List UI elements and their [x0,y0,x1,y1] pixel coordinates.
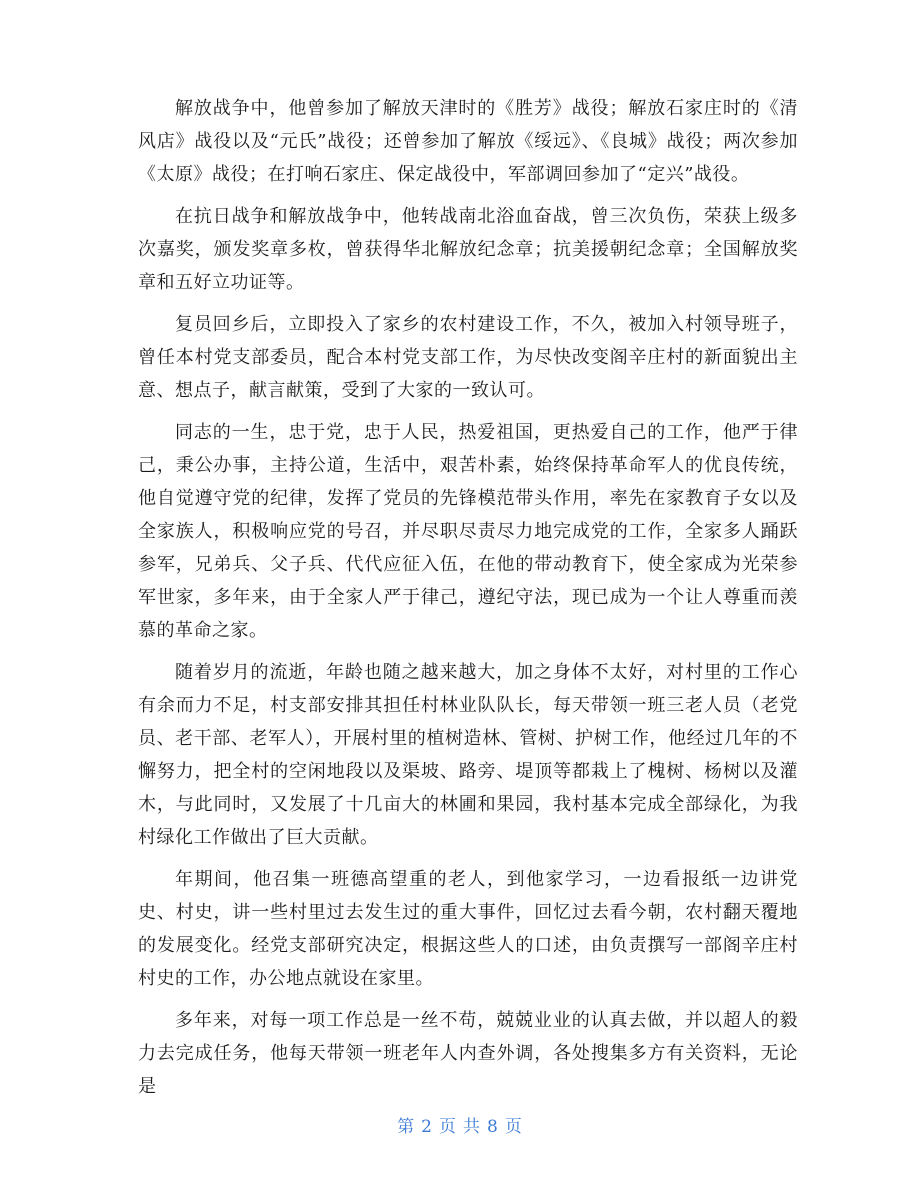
paragraph-5: 随着岁月的流逝，年龄也随之越来越大，加之身体不太好，对村里的工作心有余而力不足，村支部安排其担任村林业队队长，每天带领一班三老人员（老党员、老干部、老军人），开展村里的植树造林、管树、护树工作，他经过几年的不懈努力，把全村的空闲地段以及渠坡、路旁、堤顶等都栽上了槐树、杨树以及灌木，与此同时，又发展了十几亩大的林圃和果园，我村基本完成全部绿化，为我村绿化工作做出了巨大贡献。 [138,662,798,848]
paragraph-7: 多年来，对每一项工作总是一丝不苟，兢兢业业的认真去做，并以超人的毅力去完成任务，他每天带领一班老年人内查外调，各处搜集多方有关资料，无论是 [138,1010,798,1097]
paragraph-6: 年期间，他召集一班德高望重的老人，到他家学习，一边看报纸一边讲党史、村史，讲一些村里过去发生过的重大事件，回忆过去看今朝，农村翻天覆地的发展变化。经党支部研究决定，根据这些人的口述，由负责撰写一部阁辛庄村村史的工作，办公地点就设在家里。 [138,869,798,989]
page-label-mid: 页 [439,1117,457,1137]
current-page-number: 2 [421,1117,433,1137]
paragraph-2: 在抗日战争和解放战争中，他转战南北浴血奋战，曾三次负伤，荣获上级多次嘉奖，颁发奖章多枚，曾获得华北解放纪念章；抗美援朝纪念章；全国解放奖章和五好立功证等。 [138,206,798,293]
total-label: 共 [463,1117,481,1137]
total-pages-number: 8 [487,1117,499,1137]
page-number-footer [0,1112,920,1137]
paragraph-3: 复员回乡后，立即投入了家乡的农村建设工作，不久，被加入村领导班子，曾任本村党支部委员，配合本村党支部工作，为尽快改变阁辛庄村的新面貌出主意、想点子，献言献策，受到了大家的一致认可。 [138,314,798,401]
paragraph-4: 同志的一生，忠于党，忠于人民，热爱祖国，更热爱自己的工作，他严于律己，秉公办事，主持公道，生活中，艰苦朴素，始终保持革命军人的优良传统，他自觉遵守党的纪律，发挥了党员的先锋模范带头作用，率先在家教育子女以及全家族人，积极响应党的号召，并尽职尽责尽力地完成党的工作，全家多人踊跃参军，兄弟兵、父子兵、代代应征入伍，在他的带动教育下，使全家成为光荣参军世家，多年来，由于全家人严于律己，遵纪守法，现已成为一个让人尊重而羡慕的革命之家。 [138,422,798,641]
page-label-suffix: 页 [504,1117,523,1137]
paragraph-1: 解放战争中，他曾参加了解放天津时的《胜芳》战役；解放石家庄时的《清风店》战役以及“元氏”战役；还曾参加了解放《绥远》、《良城》战役；两次参加《太原》战役；在打响石家庄、保定战役中，军部调回参加了“定兴”战役。 [138,98,798,185]
document-body [138,92,798,1112]
page-label-prefix: 第 [397,1117,416,1137]
